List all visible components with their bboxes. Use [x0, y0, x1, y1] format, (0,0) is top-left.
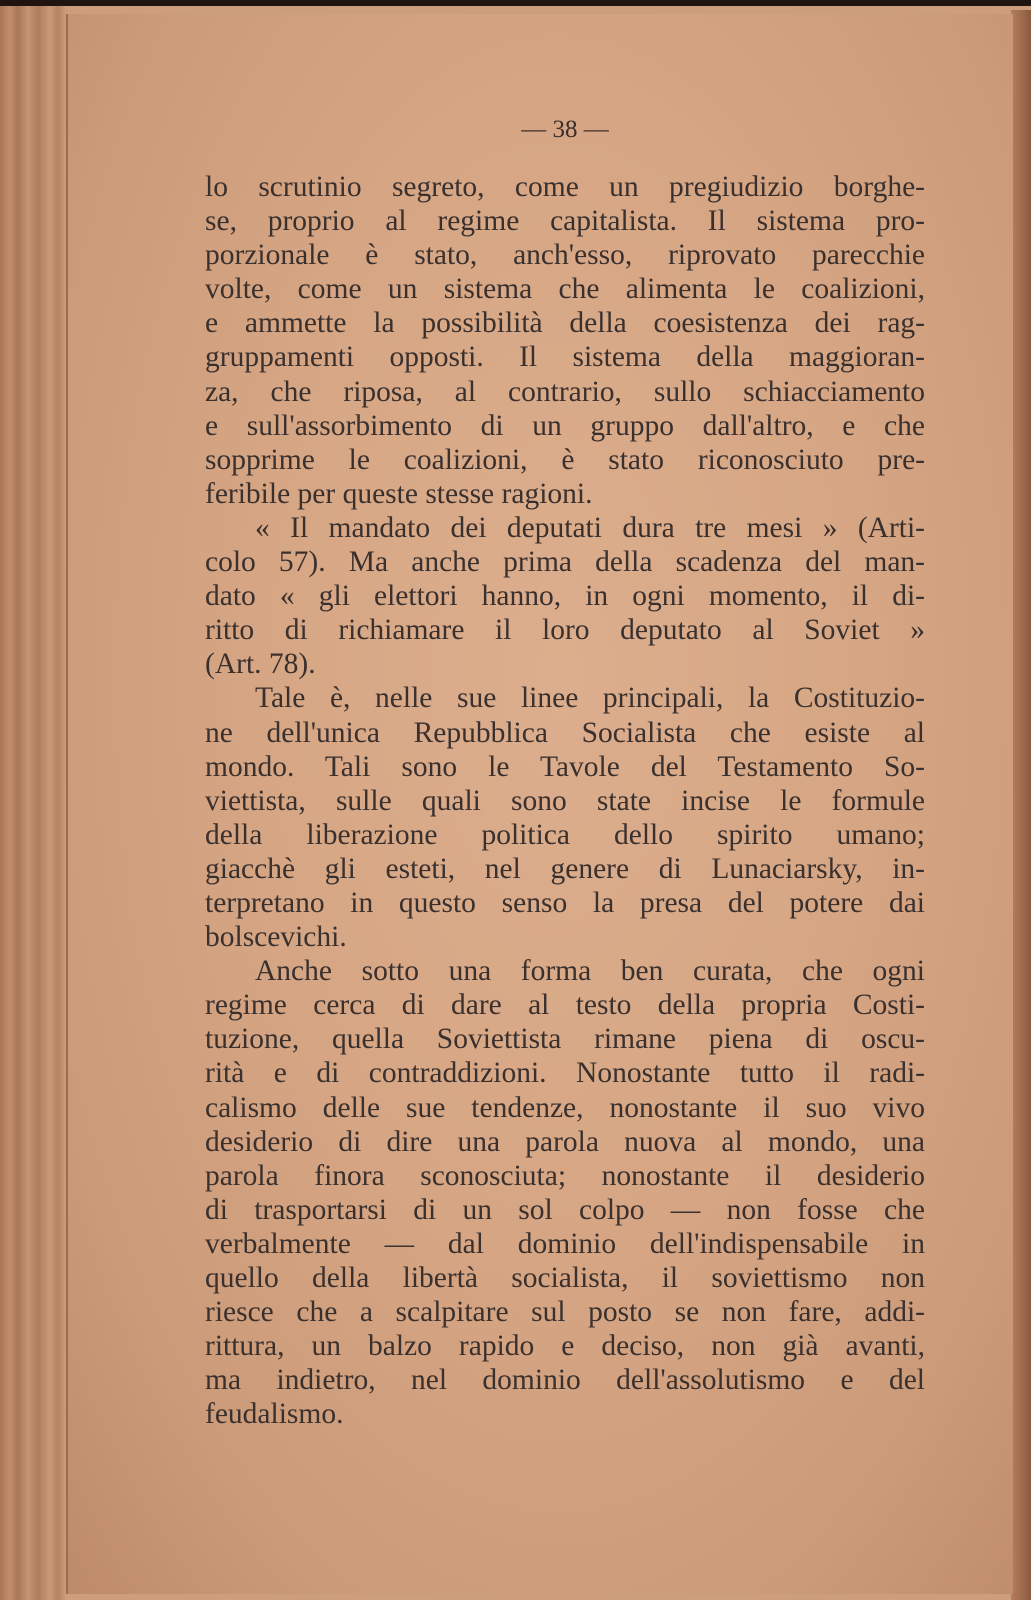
- text-line: della liberazione politica dello spirito umano;: [205, 818, 925, 851]
- text-line: tuzione, quella Soviettista rimane piena di oscu-: [205, 1023, 925, 1056]
- text-line: rittura, un balzo rapido e deciso, non già avanti,: [205, 1330, 925, 1363]
- text-line: sopprime le coalizioni, è stato riconosciuto pre-: [205, 443, 925, 476]
- text-line: ne dell'unica Repubblica Socialista che esiste al: [205, 716, 925, 749]
- book-right-edge: [1011, 10, 1031, 1600]
- text-line: viettista, sulle quali sono state incise le formule: [205, 784, 925, 817]
- page-number: — 38 —: [521, 116, 609, 143]
- text-line: (Art. 78).: [205, 648, 316, 681]
- text-line: ma indietro, nel dominio dell'assolutismo e del: [205, 1364, 925, 1397]
- text-line: calismo delle sue tendenze, nonostante il suo vivo: [205, 1091, 925, 1124]
- text-line: Tale è, nelle sue linee principali, la Costituzio-: [255, 682, 925, 715]
- text-line: regime cerca di dare al testo della propria Costi-: [205, 989, 925, 1022]
- text-line: verbalmente — dal dominio dell'indispensabile in: [205, 1227, 925, 1260]
- text-line: colo 57). Ma anche prima della scadenza del man-: [205, 546, 925, 579]
- text-line: lo scrutinio segreto, come un pregiudizio borghe-: [205, 171, 925, 203]
- paragraph: [205, 954, 925, 1431]
- text-line: e sull'assorbimento di un gruppo dall'altro, e che: [205, 409, 925, 442]
- paragraph: [205, 170, 925, 511]
- text-line: e ammette la possibilità della coesistenza dei rag-: [205, 307, 925, 340]
- text-line: dato « gli elettori hanno, in ogni momento, il di-: [205, 580, 925, 613]
- text-line: bolscevichi.: [205, 921, 347, 954]
- text-line: za, che riposa, al contrario, sullo schiacciamento: [205, 375, 925, 408]
- text-line: di trasportarsi di un sol colpo — non fosse che: [205, 1193, 925, 1226]
- text-line: terpretano in questo senso la presa del potere dai: [205, 886, 925, 919]
- text-line: quello della libertà socialista, il soviettismo non: [205, 1262, 925, 1294]
- text-line: giacchè gli esteti, nel genere di Lunaciarsky, in-: [205, 852, 925, 885]
- text-line: Anche sotto una forma ben curata, che ogni: [255, 955, 925, 988]
- paragraph: [205, 681, 925, 954]
- text-line: porzionale è stato, anch'esso, riprovato parecchie: [205, 239, 925, 272]
- text-line: feudalismo.: [205, 1398, 344, 1431]
- text-line: feribile per queste stesse ragioni.: [205, 477, 593, 510]
- text-line: volte, come un sistema che alimenta le coalizioni,: [205, 273, 925, 306]
- text-line: ritto di richiamare il loro deputato al Soviet »: [205, 614, 925, 647]
- text-line: mondo. Tali sono le Tavole del Testamento So-: [205, 750, 925, 783]
- text-line: riesce che a scalpitare sul posto se non fare, addi-: [205, 1296, 925, 1329]
- text-line: rità e di contraddizioni. Nonostante tutto il radi-: [205, 1057, 925, 1090]
- paragraph: [205, 511, 925, 681]
- text-line: parola finora sconosciuta; nonostante il desiderio: [205, 1159, 925, 1192]
- text-line: gruppamenti opposti. Il sistema della maggioran-: [205, 341, 925, 374]
- text-line: desiderio di dire una parola nuova al mondo, una: [205, 1125, 925, 1158]
- text-line: « Il mandato dei deputati dura tre mesi » (Arti-: [255, 511, 925, 544]
- body-text: [205, 170, 925, 1431]
- text-line: se, proprio al regime capitalista. Il sistema pro-: [205, 205, 925, 238]
